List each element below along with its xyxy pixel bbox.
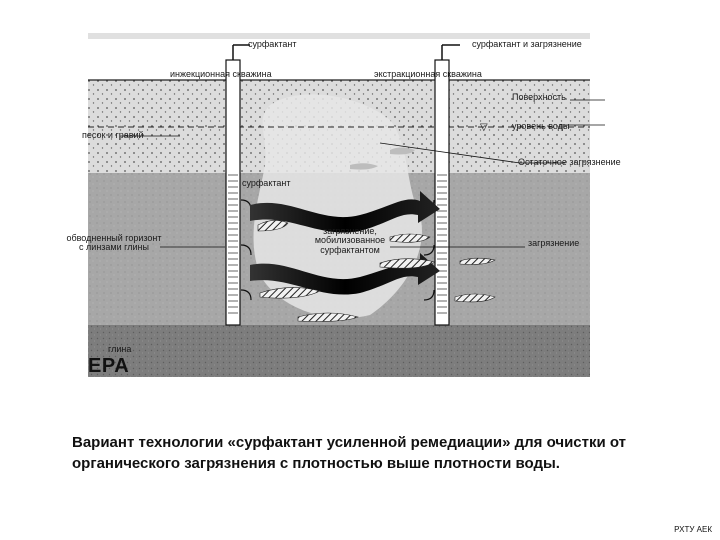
label-pooled-dnapl: загрязнение [528,238,580,248]
clay-zone [88,325,590,377]
label-residual-dnapl: Остаточное загрязнение [518,157,621,167]
label-surfactant-dnapl: сурфактант и загрязнение [472,39,582,49]
water-table-marker: ▽ [480,122,488,133]
footer-credit: РХТУ АЕК [674,525,712,534]
label-injection-well: инжекционная скважина [170,69,272,79]
label-surfactant-aquifer: сурфактант [242,178,291,188]
label-extraction-well: экстракционная скважина [374,69,482,79]
label-sand-gravel: песок и гравий [82,130,144,140]
label-mobilized-dnapl: загрязнение, мобилизованное сурфактантом [314,226,386,255]
label-aquifer: обводненный горизонт с линзами глины [66,233,162,253]
label-ground-surface: Поверхность [512,92,566,102]
remediation-diagram [60,25,660,385]
label-water-table: уровень воды [512,121,570,131]
label-surfactant-injection: сурфактант [248,39,297,49]
figure-caption: Вариант технологии «сурфактант усиленной ремедиации» для очистки от органического загрязнения с плотностью выше плотности воды. [72,434,627,472]
cross-section-svg [60,25,660,385]
epa-logo: EPA [88,355,130,377]
label-clay: глина [108,344,132,354]
